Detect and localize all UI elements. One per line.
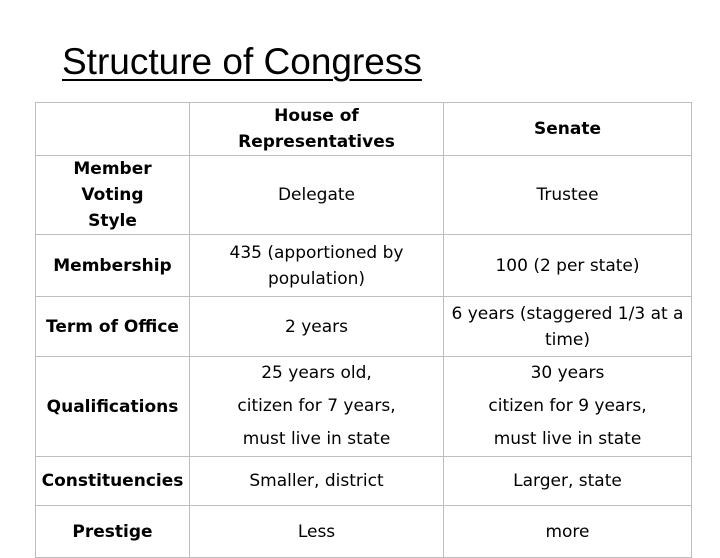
row-label-line: Prestige [72, 521, 153, 542]
row-label-term [36, 297, 190, 357]
cell-text: 435 (apportioned by [229, 242, 404, 263]
row-label-prestige [36, 506, 190, 558]
cell-text: 30 years [530, 363, 605, 383]
house-cell [190, 457, 444, 506]
senate-cell [444, 156, 692, 235]
row-label-line: Term of Office [46, 316, 179, 337]
table-row [36, 235, 692, 297]
row-label-line: Membership [53, 255, 172, 276]
cell-text: more [545, 521, 590, 542]
row-label-membership [36, 235, 190, 297]
row-label-line: Style [88, 211, 137, 231]
senate-cell [444, 357, 692, 457]
cell-text: must live in state [493, 429, 642, 449]
row-label-line: Constituencies [41, 471, 184, 491]
row-label-line: Member Voting [73, 159, 152, 205]
cell-text: Trustee [536, 185, 599, 205]
house-cell [190, 156, 444, 235]
house-cell [190, 506, 444, 558]
house-cell [190, 297, 444, 357]
cell-text: population) [267, 268, 366, 289]
cell-text: must live in state [242, 429, 391, 449]
senate-cell [444, 235, 692, 297]
house-cell [190, 357, 444, 457]
cell-text: 6 years (staggered 1/3 at a [451, 303, 684, 324]
cell-text: time) [544, 329, 591, 350]
cell-text: Delegate [277, 185, 356, 205]
row-label-voting-style [36, 156, 190, 235]
cell-text: Less [297, 521, 336, 542]
table-row [36, 506, 692, 558]
header-cell-house: House of Representatives [190, 103, 444, 156]
cell-text: 2 years [284, 316, 348, 337]
cell-text: citizen for 7 years, [237, 396, 396, 416]
table-row [36, 457, 692, 506]
senate-cell [444, 457, 692, 506]
page-title: Structure of Congress [62, 41, 422, 82]
table-header-row [36, 103, 692, 156]
cell-text: Larger, state [513, 471, 622, 491]
cell-text: citizen for 9 years, [488, 396, 647, 416]
house-cell [190, 235, 444, 297]
senate-cell [444, 506, 692, 558]
cell-text: Smaller, district [249, 471, 384, 491]
cell-text: 100 (2 per state) [495, 255, 640, 276]
cell-text: 25 years old, [261, 363, 372, 383]
table-row [36, 297, 692, 357]
comparison-table [35, 102, 692, 558]
row-label-qualifications [36, 357, 190, 457]
table-row [36, 357, 692, 457]
header-cell-empty [36, 103, 190, 156]
row-label-constituencies [36, 457, 190, 506]
senate-cell [444, 297, 692, 357]
table-row [36, 156, 692, 235]
row-label-line: Qualifications [46, 396, 179, 417]
header-cell-senate: Senate [444, 103, 692, 156]
